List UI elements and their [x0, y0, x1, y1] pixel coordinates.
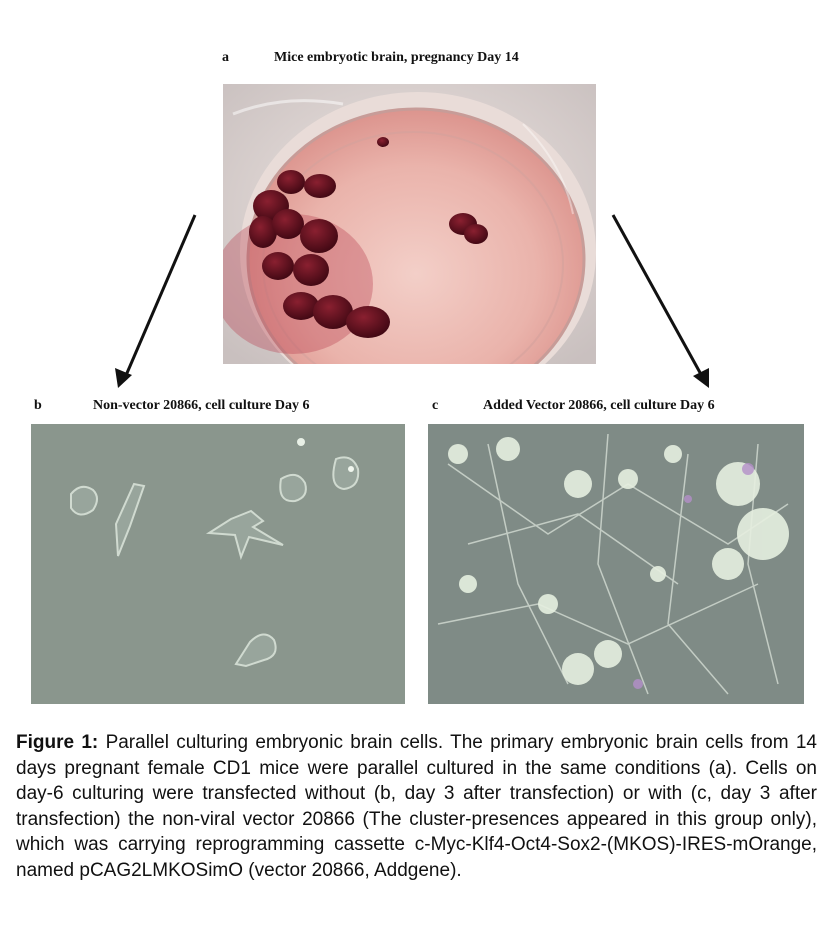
panel-b-title: Non-vector 20866, cell culture Day 6 — [93, 398, 310, 413]
caption-lead: Figure 1: — [16, 732, 99, 753]
figure-caption — [16, 730, 817, 883]
arrow-left-icon — [110, 210, 205, 395]
panel-a-title: Mice embryotic brain, pregnancy Day 14 — [274, 50, 519, 65]
cell-culture-without-vector-photo — [31, 424, 405, 704]
panel-a-label: a — [222, 50, 229, 65]
arrow-right-icon — [605, 210, 715, 395]
cell-culture-with-vector-photo — [428, 424, 804, 704]
panel-c-title: Added Vector 20866, cell culture Day 6 — [483, 398, 715, 413]
caption-text: Parallel culturing embryonic brain cells. The primary embryonic brain cells from 14 days pregnant female CD1 mice were parallel cultured in the same conditions (a). Cells on day-6 culturing were transfected without (b, day 3 after transfection) or with (c, day 3 after transfection) the non-viral vector 20866 (The cluster-presences appeared in this group only), which was carrying reprogramming cassette c-Myc-Klf4-Oct4-Sox2-(MKOS)-IRES-mOrange, named pCAG2LMKOSimO (vector 20866, Addgene). — [16, 732, 817, 881]
petri-dish-photo — [223, 84, 596, 364]
panel-b-label: b — [34, 398, 42, 413]
panel-c-label: c — [432, 398, 439, 413]
